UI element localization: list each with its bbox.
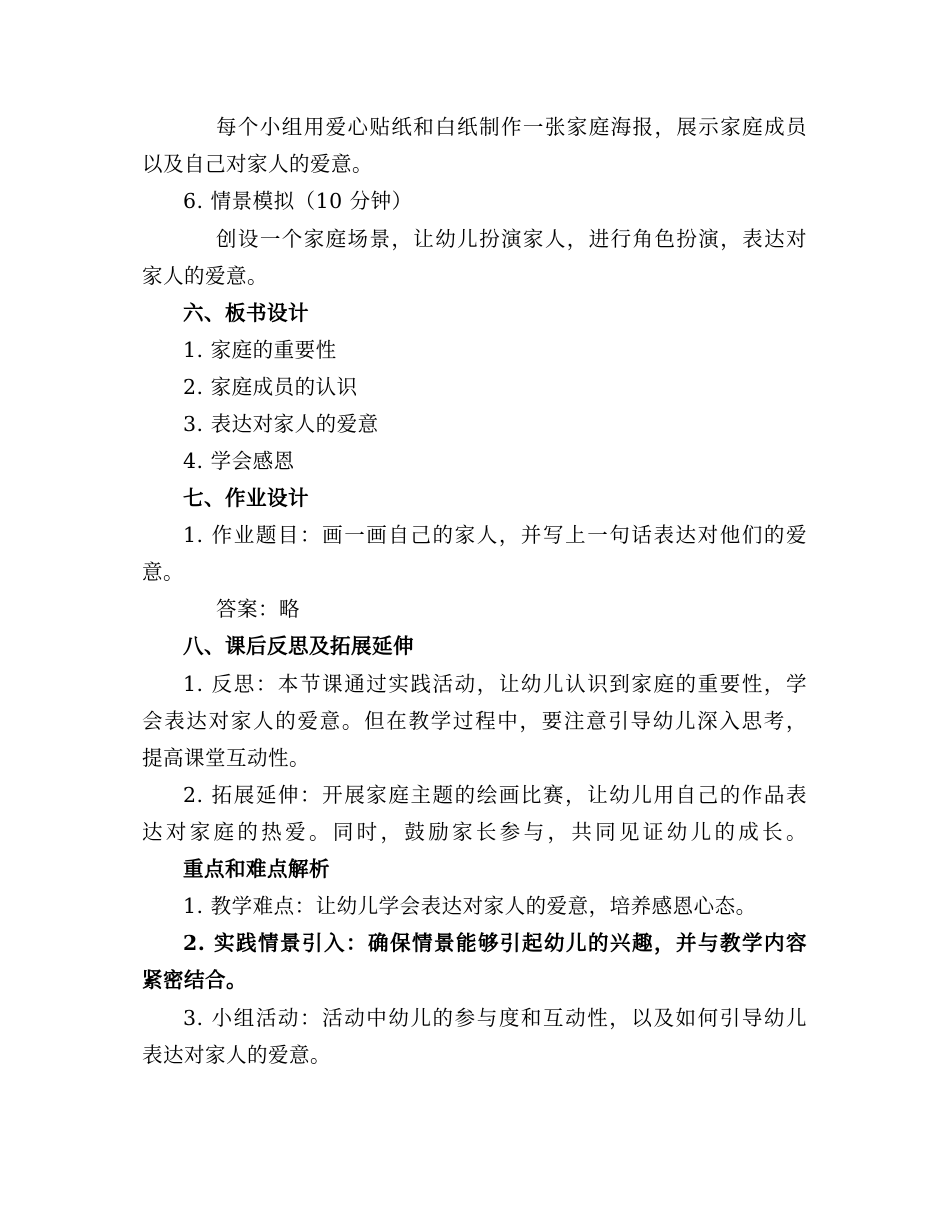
- section-heading-homework: 七、作业设计: [183, 486, 309, 510]
- homework-answer: 答案：略: [216, 597, 300, 621]
- key-point-1: 1. 教学难点：让幼儿学会表达对家人的爱意，培养感恩心态。: [183, 894, 757, 918]
- paragraph-poster-line-1: 每个小组用爱心贴纸和白纸制作一张家庭海报，展示家庭成员: [216, 115, 807, 139]
- reflection-line-1: 1. 反思：本节课通过实践活动，让幼儿认识到家庭的重要性，学: [183, 672, 807, 696]
- section-heading-board-design: 六、板书设计: [183, 301, 309, 325]
- board-item-3: 3. 表达对家人的爱意: [183, 412, 379, 436]
- key-point-3-line-1: 3. 小组活动：活动中幼儿的参与度和互动性，以及如何引导幼儿: [183, 1006, 807, 1030]
- reflection-line-3: 提高课堂互动性。: [142, 746, 310, 770]
- list-item-scene-simulation: 6. 情景模拟（10 分钟）: [183, 189, 413, 213]
- board-item-4: 4. 学会感恩: [183, 449, 295, 473]
- board-item-2: 2. 家庭成员的认识: [183, 375, 358, 399]
- paragraph-scene-line-2: 家人的爱意。: [142, 264, 268, 288]
- extension-line-2: 达对家庭的热爱。同时，鼓励家长参与，共同见证幼儿的成长。: [142, 820, 807, 844]
- key-point-2-line-2: 紧密结合。: [142, 968, 247, 992]
- homework-item-line-1: 1. 作业题目：画一画自己的家人，并写上一句话表达对他们的爱: [183, 523, 807, 547]
- paragraph-poster-line-2: 以及自己对家人的爱意。: [142, 152, 373, 176]
- key-point-3-line-2: 表达对家人的爱意。: [142, 1043, 331, 1067]
- section-heading-key-points: 重点和难点解析: [183, 857, 330, 881]
- homework-item-line-2: 意。: [142, 560, 184, 584]
- paragraph-scene-line-1: 创设一个家庭场景，让幼儿扮演家人，进行角色扮演，表达对: [216, 227, 807, 251]
- section-heading-reflection: 八、课后反思及拓展延伸: [183, 634, 414, 658]
- reflection-line-2: 会表达对家人的爱意。但在教学过程中，要注意引导幼儿深入思考，: [142, 709, 807, 733]
- board-item-1: 1. 家庭的重要性: [183, 338, 337, 362]
- key-point-2-line-1: 2. 实践情景引入：确保情景能够引起幼儿的兴趣，并与教学内容: [183, 931, 807, 955]
- extension-line-1: 2. 拓展延伸：开展家庭主题的绘画比赛，让幼儿用自己的作品表: [183, 783, 807, 807]
